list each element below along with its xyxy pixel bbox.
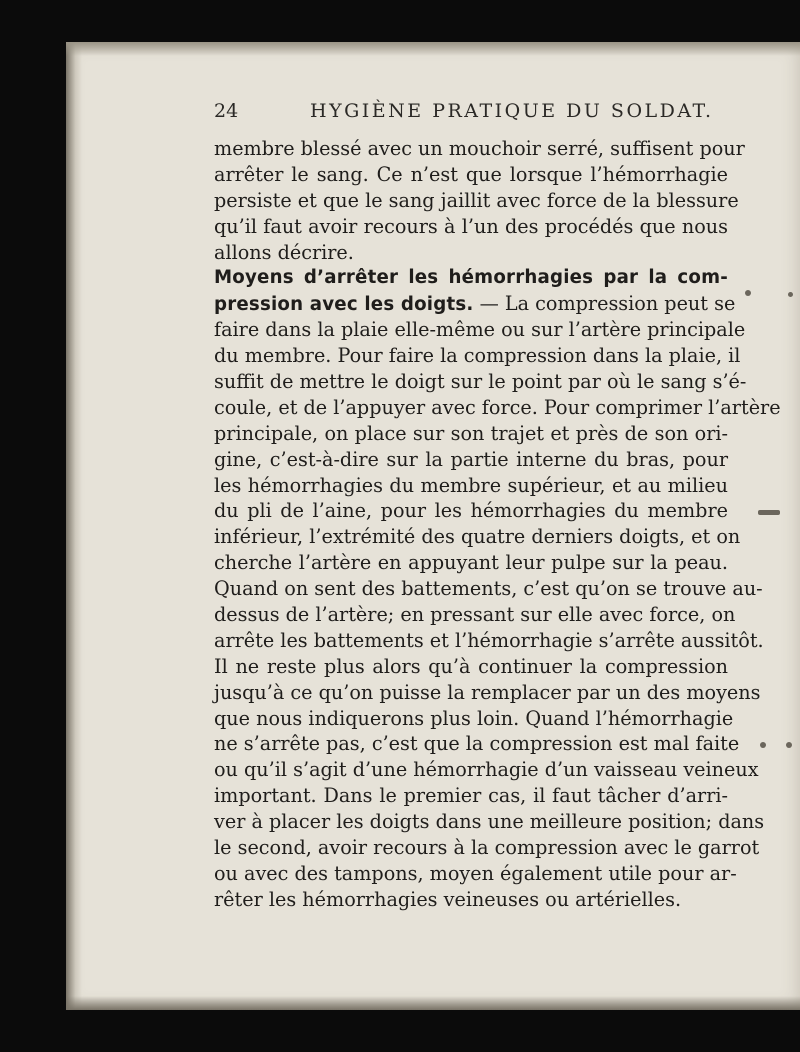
text-line: ou qu’il s’agit d’une hémorrhagie d’un vaisseau veineux [214, 758, 759, 782]
text-line: Il ne reste plus alors qu’à continuer la compression [214, 654, 728, 678]
text-line: rêter les hémorrhagies veineuses ou artérielles. [214, 887, 682, 911]
running-header [214, 98, 728, 128]
text-line: cherche l’artère en appuyant leur pulpe sur la peau. [214, 551, 728, 575]
text-line: jusqu’à ce qu’on puisse la remplacer par un des moyens [214, 680, 761, 704]
text-line: du pli de l’aine, pour les hémorrhagies du membre [214, 499, 728, 523]
text-line: ou avec des tampons, moyen également utile pour ar- [214, 861, 737, 885]
text-line: membre blessé avec un mouchoir serré, suffisent pour [214, 137, 745, 160]
page-bottom-shadow [66, 996, 800, 1010]
text-line: le second, avoir recours à la compression avec le garrot [214, 836, 760, 860]
text-line: allons décrire. [214, 240, 354, 264]
text-line: ver à placer les doigts dans une meilleure position; dans [214, 810, 765, 834]
text-line: faire dans la plaie elle-même ou sur l’artère principale [214, 318, 746, 342]
text-line: inférieur, l’extrémité des quatre derniers doigts, et on [214, 525, 741, 549]
text-line: gine, c’est-à-dire sur la partie interne du bras, pour [214, 447, 728, 471]
section-heading: Moyens d’arrêter les hémorrhagies par la com- [214, 267, 728, 289]
text-line: persiste et que le sang jaillit avec force de la blessure [214, 188, 739, 212]
page-top-shadow [66, 42, 800, 56]
ink-speck [745, 290, 751, 296]
ink-speck [786, 742, 792, 748]
page-gutter-shadow [66, 42, 82, 1010]
text-line: coule, et de l’appuyer avec force. Pour comprimer l’artère [214, 395, 781, 419]
text-line: les hémorrhagies du membre supérieur, et au milieu [214, 473, 728, 497]
body-text [214, 136, 781, 913]
ink-speck [788, 292, 793, 297]
text-line: ne s’arrête pas, c’est que la compression est mal faite [214, 732, 740, 756]
text-run: — La compression peut se [473, 292, 736, 316]
text-line: du membre. Pour faire la compression dans la plaie, il [214, 344, 741, 368]
text-line: important. Dans le premier cas, il faut tâcher d’arri- [214, 784, 728, 808]
text-line: principale, on place sur son trajet et près de son ori- [214, 421, 728, 445]
running-title: HYGIÈNE PRATIQUE DU SOLDAT. [310, 100, 714, 122]
text-line: arrête les battements et l’hémorrhagie s’arrête aussitôt. [214, 628, 764, 652]
text-line: que nous indiquerons plus loin. Quand l’hémorrhagie [214, 706, 734, 730]
ink-speck [760, 742, 766, 748]
section-heading-continuation: pression avec les doigts. [214, 294, 474, 316]
text-line: arrêter le sang. Ce n’est que lorsque l’hémorrhagie [214, 162, 728, 186]
ink-speck [758, 510, 780, 515]
text-line: qu’il faut avoir recours à l’un des procédés que nous [214, 214, 728, 238]
text-line: suffit de mettre le doigt sur le point par où le sang s’é- [214, 370, 747, 394]
text-line [214, 291, 736, 317]
text-line: dessus de l’artère; en pressant sur elle avec force, on [214, 603, 736, 627]
page-number: 24 [214, 100, 239, 122]
text-line: Quand on sent des battements, c’est qu’on se trouve au- [214, 577, 763, 601]
